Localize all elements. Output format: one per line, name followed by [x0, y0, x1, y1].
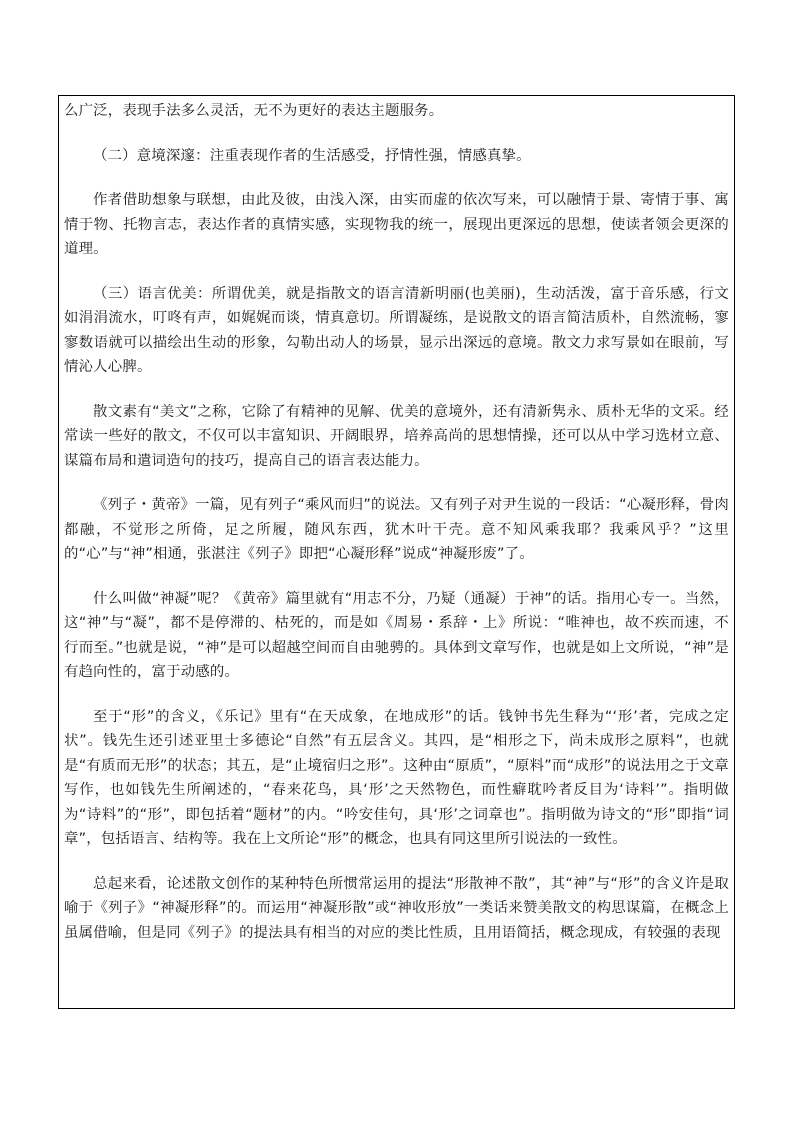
paragraph-heading-artistic-conception: （二）意境深邃：注重表现作者的生活感受，抒情性强，情感真挚。: [93, 147, 531, 164]
paragraph-beautiful-prose: 散文素有“美文”之称，它除了有精神的见解、优美的意境外，还有清新隽永、质朴无华的文采。经常读一些好的散文，不仅可以丰富知识、开阔眼界，培养高尚的思想情操，还可以从中学习选材立意、谋篇布局和遣词造句的技巧，提高自己的语言表达能力。: [64, 403, 729, 469]
paragraph-liezi-huangdi: 《列子・黄帝》一篇，见有列子“乘风而归”的说法。又有列子对尹生说的一段话：“心凝形释，骨肉都融，不觉形之所倚，足之所履，随风东西，犹木叶干壳。意不知风乘我耶？我乘风乎？”这里的“心”与“神”相通，张湛注《列子》即把“心凝形释”说成“神凝形废”了。: [64, 497, 729, 562]
document-body: [64, 99, 729, 945]
paragraph-imagination: 作者借助想象与联想，由此及彼，由浅入深，由实而虚的依次写来，可以融情于景、寄情于事、寓情于物、托物言志，表达作者的真情实感，实现物我的统一，展现出更深远的思想，使读者领会更深的道理。: [64, 192, 729, 257]
paragraph-summary: 总起来看，论述散文创作的某种特色所惯常运用的提法“形散神不散”，其“神”与“形”的含义许是取喻于《列子》“神凝形释”的。而运用“神凝形散”或“神收形放”一类话来赞美散文的构思谋篇，在概念上虽属借喻，但是同《列子》的提法具有相当的对应的类比性质，且用语简括，概念现成，有较强的表现: [64, 875, 729, 941]
paragraph-shen-ning: 什么叫做“神凝”呢？《黄帝》篇里就有“用志不分，乃疑（通凝）于神”的话。指用心专一。当然，这“神”与“凝”，都不是停滞的、枯死的，而是如《周易・系辞・上》所说：“唯神也，故不疾而速，不行而至。”也就是说，“神”是可以超越空间而自由驰骋的。具体到文章写作，也就是如上文所说，“神”是有趋向性的，富于动感的。: [64, 590, 729, 680]
document-frame: [58, 95, 735, 1009]
paragraph-heading-language: （三）语言优美：所谓优美，就是指散文的语言清新明丽(也美丽)，生动活泼，富于音乐感，行文如涓涓流水，叮咚有声，如娓娓而谈，情真意切。所谓凝练，是说散文的语言简洁质朴，自然流畅，寥寥数语就可以描绘出生动的形象，勾勒出动人的场景，显示出深远的意境。散文力求写景如在眼前，写情沁人心脾。: [64, 285, 729, 375]
paragraph-continuation: 么广泛，表现手法多么灵活，无不为更好的表达主题服务。: [64, 103, 444, 119]
paragraph-xing-meaning: 至于“形”的含义，《乐记》里有“在天成象，在地成形”的话。钱钟书先生释为“‘形’者，完成之定状”。钱先生还引述亚里士多德论“自然”有五层含义。其四，是“相形之下，尚未成形之原料”，也就是“有质而无形”的状态；其五，是“止境宿归之形”。这种由“原质”，“原料”而“成形”的说法用之于文章写作，也如钱先生所阐述的，“春来花鸟，具‘形’之天然物色，而性癖耽吟者反目为‘诗料’”。指明做为“诗料”的“形”，即包括着“题材”的内。“吟安佳句，具‘形’之词章也”。指明做为诗文的“形”即指“词章”，包括语言、结构等。我在上文所论“形”的概念，也具有同这里所引说法的一致性。: [64, 708, 729, 847]
